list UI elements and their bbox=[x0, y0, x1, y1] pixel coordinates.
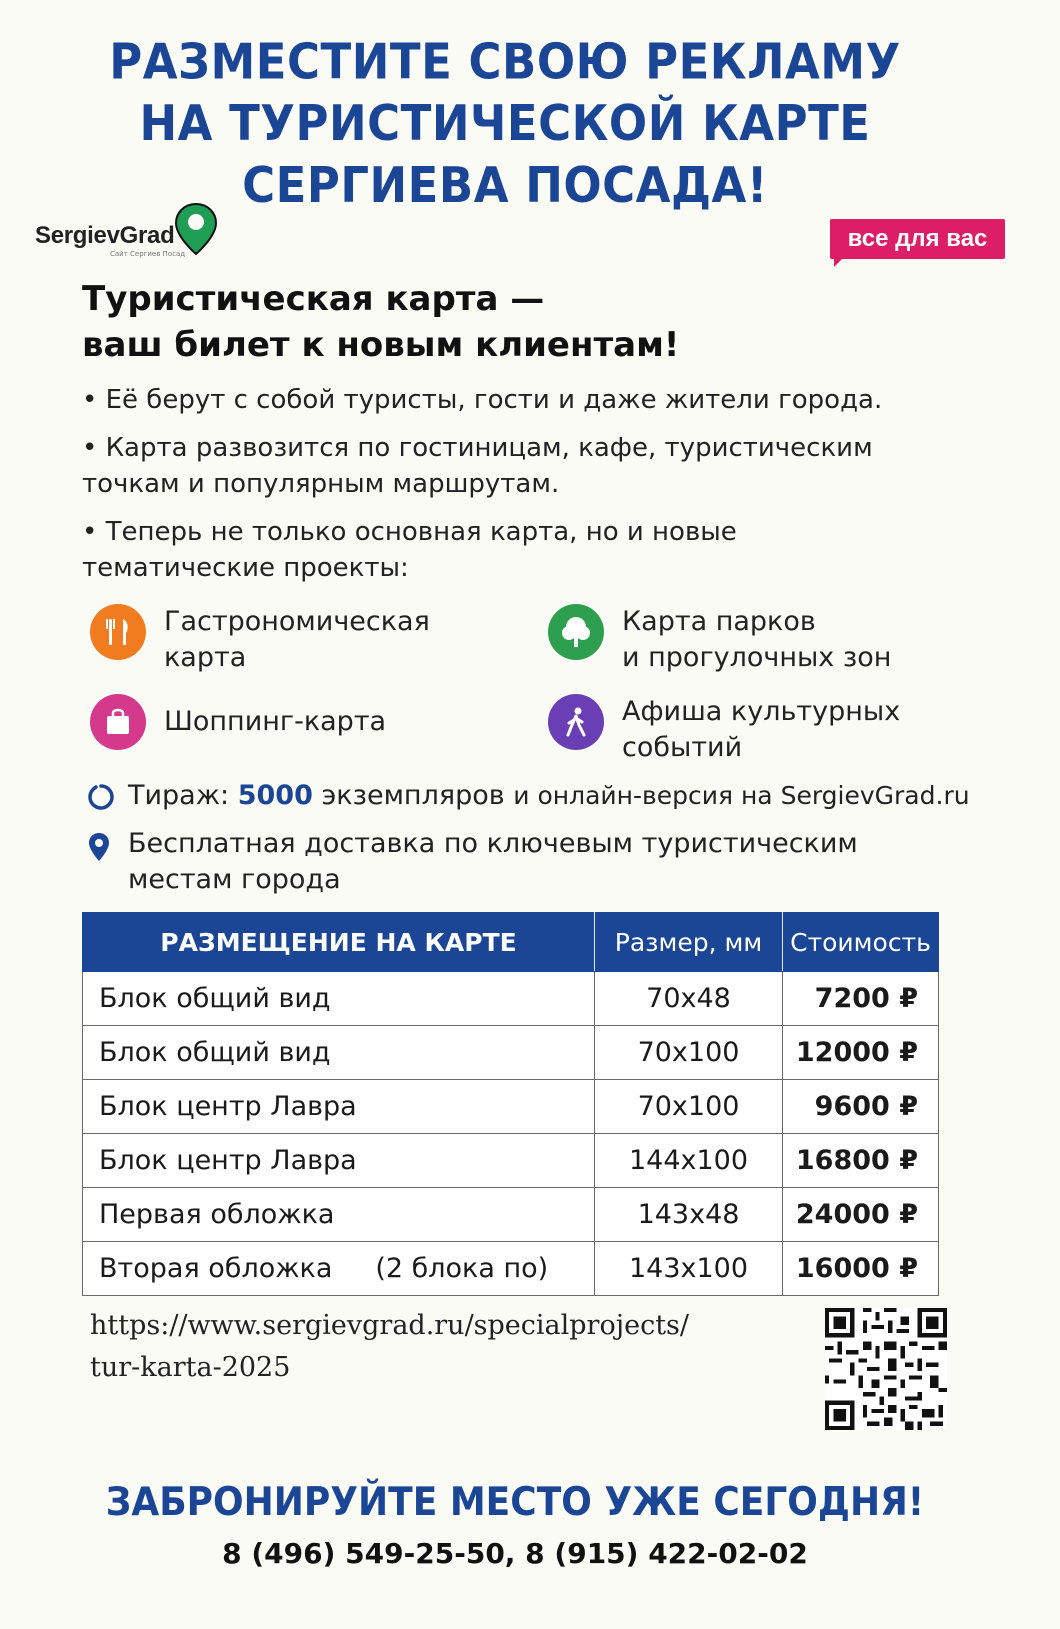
row-price: 7200 ₽ bbox=[783, 972, 939, 1026]
row-size: 70x100 bbox=[595, 1026, 783, 1080]
row-size: 144x100 bbox=[595, 1134, 783, 1188]
row-placement: Первая обложка bbox=[83, 1188, 595, 1242]
headline-line-2: НА ТУРИСТИЧЕСКОЙ КАРТЕ bbox=[139, 94, 871, 153]
table-row bbox=[83, 1080, 939, 1134]
location-pin-icon bbox=[88, 826, 128, 862]
bullet-item: • Карта развозится по гостиницам, кафе, туристическим точкам и популярным маршрутам. bbox=[82, 433, 873, 499]
walking-person-icon bbox=[548, 694, 604, 750]
project-label: Шоппинг-карта bbox=[164, 706, 387, 737]
fork-knife-icon bbox=[90, 604, 146, 660]
shopping-bag-icon bbox=[90, 694, 146, 750]
qr-code-icon[interactable] bbox=[825, 1308, 947, 1430]
delivery-info: Бесплатная доставка по ключевым туристическим местам города bbox=[88, 826, 858, 898]
project-label: Афиша культурных событий bbox=[622, 696, 901, 763]
bullet-item: • Её берут с собой туристы, гости и даже жители города. bbox=[82, 385, 883, 415]
price-table bbox=[82, 912, 939, 1296]
project-label: Карта парков и прогулочных зон bbox=[622, 606, 892, 673]
table-header-row bbox=[83, 913, 939, 972]
circulation-text: экземпляров bbox=[312, 780, 514, 811]
subtitle-line-1: Туристическая карта — bbox=[82, 279, 545, 319]
row-price: 24000 ₽ bbox=[783, 1188, 939, 1242]
bullet-list bbox=[82, 382, 1002, 598]
vse-dlya-vas-badge: все для вас bbox=[830, 219, 1005, 259]
row-price: 16000 ₽ bbox=[783, 1242, 939, 1296]
row-price: 16800 ₽ bbox=[783, 1134, 939, 1188]
project-url-link[interactable]: https://www.sergievgrad.ru/specialprojects/ tur-karta-2025 bbox=[90, 1310, 689, 1383]
header-placement: РАЗМЕЩЕНИЕ НА КАРТЕ bbox=[83, 913, 595, 972]
row-size: 70x100 bbox=[595, 1080, 783, 1134]
header-price: Стоимость bbox=[783, 913, 939, 972]
circle-icon bbox=[88, 778, 128, 810]
circulation-online: и онлайн-версия на SergievGrad.ru bbox=[513, 781, 970, 810]
table-row bbox=[83, 1188, 939, 1242]
map-pin-icon bbox=[174, 202, 244, 260]
row-placement: Блок центр Лавра bbox=[83, 1080, 595, 1134]
sergievgrad-logo[interactable] bbox=[32, 202, 232, 262]
headline bbox=[0, 31, 1010, 216]
headline-line-3: СЕРГИЕВА ПОСАДА! bbox=[242, 156, 768, 214]
circulation-info bbox=[88, 778, 970, 814]
row-placement: Блок общий вид bbox=[83, 972, 595, 1026]
tree-icon bbox=[548, 604, 604, 660]
project-label: Гастрономическая карта bbox=[164, 606, 430, 673]
row-size: 70x48 bbox=[595, 972, 783, 1026]
subtitle bbox=[82, 276, 679, 368]
row-size: 143x100 bbox=[595, 1242, 783, 1296]
table-row bbox=[83, 1026, 939, 1080]
row-size: 143x48 bbox=[595, 1188, 783, 1242]
row-placement: Блок центр Лавра bbox=[83, 1134, 595, 1188]
logo-tagline: Сайт Сергиев Посад bbox=[110, 250, 186, 258]
header-size: Размер, мм bbox=[595, 913, 783, 972]
circulation-number: 5000 bbox=[237, 780, 313, 811]
logo-text: SergievGrad bbox=[35, 222, 175, 249]
circulation-label: Тираж: bbox=[128, 780, 238, 811]
project-events bbox=[548, 694, 900, 766]
row-placement: Блок общий вид bbox=[83, 1026, 595, 1080]
bullet-item: • Теперь не только основная карта, но и новые тематические проекты: bbox=[82, 517, 737, 583]
phone-numbers[interactable]: 8 (496) 549-25-50, 8 (915) 422-02-02 bbox=[222, 1537, 808, 1570]
row-placement: Вторая обложка (2 блока по) bbox=[83, 1242, 595, 1296]
subtitle-line-2: ваш билет к новым клиентам! bbox=[82, 325, 680, 365]
table-row bbox=[83, 972, 939, 1026]
cta-heading: ЗАБРОНИРУЙТЕ МЕСТО УЖЕ СЕГОДНЯ! bbox=[105, 1479, 925, 1526]
table-row bbox=[83, 1134, 939, 1188]
table-row bbox=[83, 1242, 939, 1296]
row-price: 12000 ₽ bbox=[783, 1026, 939, 1080]
project-gastro bbox=[90, 604, 430, 676]
row-price: 9600 ₽ bbox=[783, 1080, 939, 1134]
project-shopping bbox=[90, 694, 386, 750]
project-parks bbox=[548, 604, 891, 676]
headline-line-1: РАЗМЕСТИТЕ СВОЮ РЕКЛАМУ bbox=[109, 33, 901, 91]
